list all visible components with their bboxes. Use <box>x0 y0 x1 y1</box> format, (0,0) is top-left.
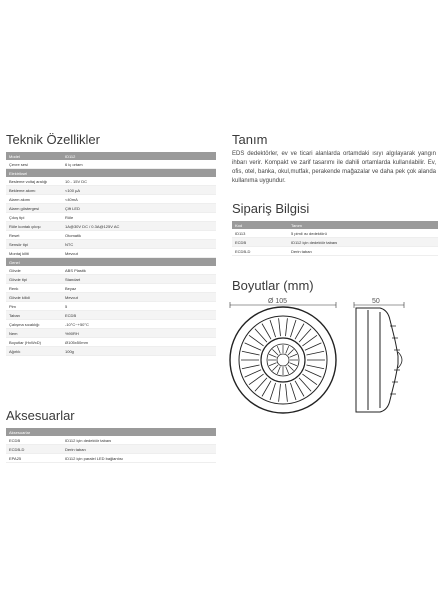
accessories-section <box>6 408 216 423</box>
vent-slot <box>262 381 271 397</box>
spec-label: Gövde <box>6 266 62 275</box>
table-row <box>6 338 216 347</box>
inner-vent-slot <box>289 354 296 357</box>
inner-vent-slot <box>272 365 278 371</box>
accessory-desc: Derin taban <box>62 445 216 454</box>
model-header-label: Model <box>6 152 62 160</box>
vent-slot <box>295 324 304 340</box>
order-desc: ID112 için dedektör tabanı <box>288 238 438 247</box>
spec-label: Renk <box>6 284 62 293</box>
spec-label: Bekleme akımı <box>6 186 62 195</box>
accessories-header: Aksesuarlar <box>6 428 216 436</box>
definition-body <box>232 150 436 186</box>
spec-value: 1A@30V DC / 0.3A@125V AC <box>62 222 216 231</box>
spec-value: <100 µA <box>62 186 216 195</box>
accessory-desc: ID112 için dedektör tabanı <box>62 436 216 445</box>
spec-label: Montaj kiliti <box>6 249 62 258</box>
table-row <box>232 229 438 238</box>
section-title-electrical: Elektriksel <box>6 169 216 178</box>
table-row <box>6 266 216 275</box>
vent-slot <box>305 370 321 377</box>
vent-slot <box>249 335 264 346</box>
spec-value: ECDB <box>62 311 216 320</box>
vent-slot <box>270 383 276 400</box>
detector-drawing <box>228 296 440 422</box>
spec-label: Ağırlık <box>6 347 62 356</box>
vent-slot <box>270 320 276 337</box>
spec-label: Çıkış tipi <box>6 213 62 222</box>
table-row <box>6 222 216 231</box>
table-row <box>6 329 216 338</box>
order-code: ECDB <box>232 238 288 247</box>
inner-vent-slot <box>286 366 289 373</box>
order-section <box>232 201 438 216</box>
spec-value: Röle <box>62 213 216 222</box>
order-header-code: Kod <box>232 221 288 229</box>
detector-side-view <box>356 308 402 412</box>
vent-slot <box>306 365 324 369</box>
spec-value: Çift LED <box>62 204 216 213</box>
dimensions-section <box>232 278 438 293</box>
vent-slot <box>249 374 264 385</box>
inner-vent-slot <box>277 366 280 373</box>
spec-value: Mevcut <box>62 249 216 258</box>
table-row <box>6 160 216 169</box>
table-row <box>6 311 216 320</box>
spec-label: Çalışma sıcaklığı <box>6 320 62 329</box>
order-table <box>232 221 438 256</box>
order-code: ID113 <box>232 229 288 238</box>
accessories-table-wrap <box>6 428 216 463</box>
section-header-electrical <box>6 169 216 178</box>
tech-specs-table <box>6 152 216 356</box>
section-title-general: Genel <box>6 258 216 267</box>
spec-label: Boyutlar (HxWxD) <box>6 338 62 347</box>
tech-specs-section <box>6 132 216 147</box>
table-row <box>6 240 216 249</box>
spec-label: Besleme voltaj aralığı <box>6 177 62 186</box>
dimensions-title: Boyutlar (mm) <box>232 278 314 293</box>
vent-slot <box>299 378 311 391</box>
vent-slot <box>245 370 261 377</box>
table-row <box>6 347 216 356</box>
vent-slot <box>299 329 311 342</box>
detector-top-view <box>230 307 336 413</box>
spec-label: Çevre sesi <box>6 160 62 169</box>
table-row <box>6 320 216 329</box>
table-row <box>6 275 216 284</box>
spec-label: Alarm akımı <box>6 195 62 204</box>
table-row <box>6 454 216 463</box>
depth-label: 50 <box>372 298 380 305</box>
table-row <box>6 284 216 293</box>
spec-value: %90RH <box>62 329 216 338</box>
table-row <box>6 204 216 213</box>
definition-text: EDS dedektörler, ev ve ticari alanlarda ortamdaki ısıyı algılayarak yangın ihbarı verir. Kompakt ve zarif tasarımı ile dahili ortamlarda kullanılabilir. Ev, ofis, otel, banka, okul,mutfak, perakende mağazalar ve daha pek çok alanda kullanıma uygundur. <box>232 151 436 184</box>
table-row <box>6 445 216 454</box>
diameter-label: Ø 105 <box>268 298 288 305</box>
accessory-code: ECDB <box>6 436 62 445</box>
spec-value: 6 iç ortam <box>62 160 216 169</box>
vent-slot <box>255 378 267 391</box>
vent-slot <box>290 383 296 400</box>
table-row <box>6 293 216 302</box>
spec-label: Gövde kilidi <box>6 293 62 302</box>
tech-specs-table-wrap <box>6 152 216 356</box>
order-header-desc: Tanım <box>288 221 438 229</box>
vent-slot <box>242 365 260 369</box>
definition-section <box>232 132 438 147</box>
table-row <box>6 302 216 311</box>
spec-label: Taban <box>6 311 62 320</box>
vent-slot <box>290 320 296 337</box>
inner-vent-slot <box>286 346 289 353</box>
model-header-row <box>6 152 216 160</box>
spec-label: Röle kontak çıkışı <box>6 222 62 231</box>
spec-label: Pim <box>6 302 62 311</box>
vent-slot <box>286 384 288 402</box>
order-desc: 5 pimli ısı dedektörü <box>288 229 438 238</box>
spec-value: 100g <box>62 347 216 356</box>
spec-label: Reset <box>6 231 62 240</box>
vent-slot <box>302 335 317 346</box>
accessory-desc: ID112 için paralel LED bağlantısı <box>62 454 216 463</box>
spec-value: Mevcut <box>62 293 216 302</box>
inner-vent-slot <box>269 354 276 357</box>
order-header-row <box>232 221 438 229</box>
order-table-wrap <box>232 221 438 256</box>
vent-slot <box>245 343 261 350</box>
inner-vent-slot <box>288 349 294 355</box>
table-row <box>6 213 216 222</box>
inner-vent-slot <box>277 346 280 353</box>
order-desc: Derin taban <box>288 247 438 256</box>
tech-specs-title: Teknik Özellikler <box>6 132 100 147</box>
vent-slot <box>242 351 260 355</box>
accessories-title: Aksesuarlar <box>6 408 75 423</box>
spec-value: ABS Plastik <box>62 266 216 275</box>
spec-value: -10°C~+50°C <box>62 320 216 329</box>
spec-value: 10 - 15V DC <box>62 177 216 186</box>
vent-slot <box>306 351 324 355</box>
spec-label: Gövde tipi <box>6 275 62 284</box>
vent-slot <box>286 318 288 336</box>
inner-vent-slot <box>289 363 296 366</box>
model-header-value: ID112 <box>62 152 216 160</box>
spec-label: Sensör tipi <box>6 240 62 249</box>
spec-value: Otomatik <box>62 231 216 240</box>
inner-vent-slot <box>269 363 276 366</box>
vent-slot <box>262 324 271 340</box>
accessories-header-row <box>6 428 216 436</box>
spec-value: <40mA <box>62 195 216 204</box>
spec-value: Beyaz <box>62 284 216 293</box>
spec-value: Standart <box>62 275 216 284</box>
vent-slot <box>302 374 317 385</box>
table-row <box>232 247 438 256</box>
accessories-table <box>6 428 216 463</box>
spec-label: Alarm göstergesi <box>6 204 62 213</box>
table-row <box>6 195 216 204</box>
inner-vent-slot <box>272 349 278 355</box>
table-row <box>6 231 216 240</box>
section-header-general <box>6 258 216 267</box>
definition-title: Tanım <box>232 132 268 147</box>
vent-slot <box>279 384 281 402</box>
table-row <box>6 249 216 258</box>
table-row <box>6 186 216 195</box>
order-code: ECDB-D <box>232 247 288 256</box>
spec-value: NTC <box>62 240 216 249</box>
vent-slot <box>255 329 267 342</box>
table-row <box>232 238 438 247</box>
spec-value: Ø105x50mm <box>62 338 216 347</box>
vent-slot <box>295 381 304 397</box>
vent-slot <box>305 343 321 350</box>
table-row <box>6 177 216 186</box>
accessory-code: EPA25 <box>6 454 62 463</box>
order-title: Sipariş Bilgisi <box>232 201 310 216</box>
accessory-code: ECDB-D <box>6 445 62 454</box>
vent-slot <box>279 318 281 336</box>
inner-vent-slot <box>288 365 294 371</box>
table-row <box>6 436 216 445</box>
spec-label: Nem <box>6 329 62 338</box>
spec-value: 5 <box>62 302 216 311</box>
